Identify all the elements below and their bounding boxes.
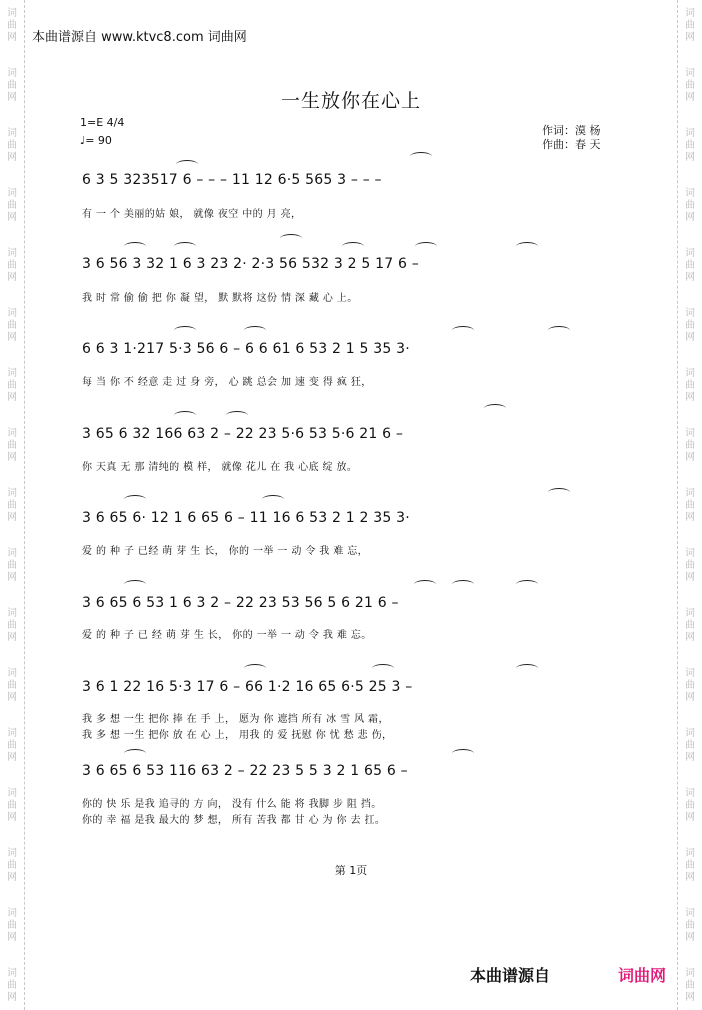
slur-arc: [174, 242, 196, 251]
slur-arc: [174, 411, 196, 420]
watermark-glyph-group: 词 曲 网: [685, 788, 695, 823]
song-title: 一生放你在心上: [280, 90, 421, 112]
slur-arc: [124, 495, 146, 504]
watermark-glyph-group: 词 曲 网: [7, 968, 17, 1003]
watermark-glyph-group: 词 曲 网: [685, 608, 695, 643]
watermark-glyph-group: 词 曲 网: [7, 8, 17, 43]
slur-arc: [414, 580, 436, 589]
footer-source-label: 本曲谱源自: [470, 966, 551, 985]
watermark-glyph-group: 词 曲 网: [7, 188, 17, 223]
notation-line: 3 6 65 6· 12 1 6 65 6 – 11 16 6 53 2 1 2 35 3·: [82, 510, 410, 526]
watermark-glyph-group: 词 曲 网: [7, 368, 17, 403]
watermark-glyph-group: 词 曲 网: [685, 968, 695, 1003]
watermark-glyph-group: 词 曲 网: [7, 68, 17, 103]
lyric-line: 爱 的 种 子 已经 萌 芽 生 长， 你的 一举 一 动 令 我 难 忘，: [82, 546, 369, 557]
slur-arc: [174, 326, 196, 335]
watermark-glyph-group: 词 曲 网: [685, 368, 695, 403]
slur-arc: [244, 326, 266, 335]
watermark-glyph-group: 词 曲 网: [7, 788, 17, 823]
watermark-glyph-group: 词 曲 网: [685, 188, 695, 223]
lyric-line: 我 时 常 偷 偷 把 你 凝 望， 默 默将 这份 情 深 藏 心 上。: [82, 293, 358, 304]
lyric-line: 爱 的 种 子 已 经 萌 芽 生 长， 你的 一举 一 动 令 我 难 忘。: [82, 630, 372, 641]
watermark-glyph-group: 词 曲 网: [685, 248, 695, 283]
header-site-link[interactable]: 本曲谱源自 www.ktvc8.com 词曲网: [32, 30, 247, 45]
watermark-glyph-group: 词 曲 网: [685, 308, 695, 343]
watermark-glyph-group: 词 曲 网: [7, 728, 17, 763]
notation-line: 3 6 65 6 53 116 63 2 – 22 23 5 5 3 2 1 65 6 –: [82, 763, 408, 779]
watermark-glyph-group: 词 曲 网: [7, 668, 17, 703]
watermark-glyph-group: 词 曲 网: [7, 488, 17, 523]
notation-line: 6 3 5 323517 6 – – – 11 12 6·5 565 3 – – –: [82, 172, 382, 188]
lyric-line: 每 当 你 不 经意 走 过 身 旁， 心 跳 总会 加 速 变 得 疯 狂，: [82, 377, 372, 388]
lyric-line: 你 天真 无 那 清纯的 模 样， 就像 花儿 在 我 心底 绽 放。: [82, 462, 358, 473]
watermark-glyph-group: 词 曲 网: [685, 68, 695, 103]
lyric-line: 有 一 个 美丽的姑 娘， 就像 夜空 中的 月 亮，: [82, 209, 302, 220]
slur-arc: [415, 242, 437, 251]
slur-arc: [484, 404, 506, 413]
slur-arc: [410, 152, 432, 161]
slur-arc: [452, 580, 474, 589]
watermark-glyph-group: 词 曲 网: [7, 248, 17, 283]
watermark-glyph-group: 词 曲 网: [685, 428, 695, 463]
slur-arc: [280, 234, 302, 243]
notation-line: 3 65 6 32 166 63 2 – 22 23 5·6 53 5·6 21 6 –: [82, 426, 404, 442]
notation-line: 3 6 1 22 16 5·3 17 6 – 66 1·2 16 65 6·5 25 3 –: [82, 679, 413, 695]
watermark-glyph-group: 词 曲 网: [7, 548, 17, 583]
lyric-line: 你的 快 乐 是我 追寻的 方 向， 没有 什么 能 将 我脚 步 阻 挡。: [82, 799, 382, 810]
watermark-glyph-group: 词 曲 网: [7, 308, 17, 343]
slur-arc: [176, 160, 198, 169]
key-signature: 1=E 4/4: [80, 116, 125, 129]
lyric-line: 我 多 想 一生 把你 放 在 心 上， 用我 的 爱 抚慰 你 忧 愁 悲 伤，: [82, 730, 393, 741]
slur-arc: [372, 664, 394, 673]
slur-arc: [548, 326, 570, 335]
notation-line: 6 6 3 1·217 5·3 56 6 – 6 6 61 6 53 2 1 5 35 3·: [82, 341, 410, 357]
slur-arc: [124, 580, 146, 589]
watermark-glyph-group: 词 曲 网: [7, 128, 17, 163]
slur-arc: [516, 580, 538, 589]
watermark-glyph-group: 词 曲 网: [7, 848, 17, 883]
watermark-glyph-group: 词 曲 网: [7, 428, 17, 463]
watermark-glyph-group: 词 曲 网: [685, 728, 695, 763]
notation-line: 3 6 65 6 53 1 6 3 2 – 22 23 53 56 5 6 21 6 –: [82, 595, 399, 611]
tempo-mark: ♩= 90: [80, 134, 112, 147]
watermark-glyph-group: 词 曲 网: [685, 548, 695, 583]
slur-arc: [452, 749, 474, 758]
lyric-line: 我 多 想 一生 把你 捧 在 手 上， 愿为 你 遮挡 所有 冰 雪 风 霜，: [82, 714, 389, 725]
watermark-glyph-group: 词 曲 网: [685, 848, 695, 883]
slur-arc: [516, 664, 538, 673]
lyric-line: 你的 幸 福 是我 最大的 梦 想， 所有 苦我 都 甘 心 为 你 去 扛。: [82, 815, 386, 826]
watermark-glyph-group: 词 曲 网: [7, 608, 17, 643]
slur-arc: [262, 495, 284, 504]
slur-arc: [342, 242, 364, 251]
watermark-glyph-group: 词 曲 网: [685, 128, 695, 163]
slur-arc: [226, 411, 248, 420]
footer-site-logo[interactable]: 词曲网: [618, 966, 667, 985]
watermark-glyph-group: 词 曲 网: [685, 8, 695, 43]
slur-arc: [516, 242, 538, 251]
watermark-glyph-group: 词 曲 网: [685, 668, 695, 703]
notation-line: 3 6 56 3 32 1 6 3 23 2· 2·3 56 532 3 2 5 17 6 –: [82, 256, 419, 272]
slur-arc: [124, 242, 146, 251]
left-watermark-strip: [0, 0, 25, 1010]
watermark-glyph-group: 词 曲 网: [7, 908, 17, 943]
slur-arc: [244, 664, 266, 673]
lyricist-credit: 作词：漠 杨: [542, 124, 601, 137]
composer-credit: 作曲：春 天: [542, 138, 601, 151]
slur-arc: [124, 749, 146, 758]
page-number: 第 1页: [334, 864, 368, 877]
slur-arc: [548, 488, 570, 497]
watermark-glyph-group: 词 曲 网: [685, 488, 695, 523]
watermark-glyph-group: 词 曲 网: [685, 908, 695, 943]
right-watermark-strip: [677, 0, 702, 1010]
slur-arc: [452, 326, 474, 335]
